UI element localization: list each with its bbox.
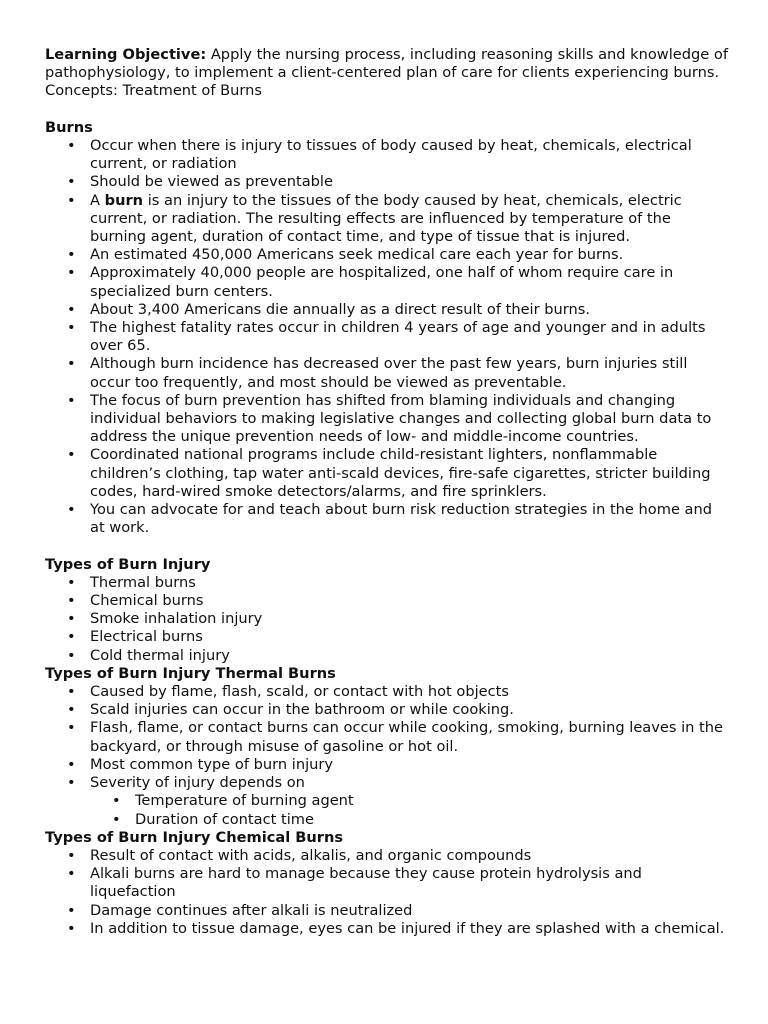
concepts-line: Concepts: Treatment of Burns — [45, 82, 262, 100]
list-item: • Electrical burns — [45, 628, 728, 646]
list-item: • Severity of injury depends on — [45, 774, 728, 792]
list-item: • About 3,400 Americans die annually as a direct result of their burns. — [45, 301, 728, 319]
list-item: • Alkali burns are hard to manage because they cause protein hydrolysis and liquefaction — [45, 865, 728, 901]
types-list — [45, 574, 728, 665]
spacer — [45, 537, 728, 555]
definition-text: is an injury to the tissues of the body caused by heat, chemicals, electric current, or radiation. The resulting effects are influenced by temperature of the burning agent, duration of contact time, and type of tissue that is injured. — [90, 191, 682, 246]
list-item: • You can advocate for and teach about burn risk reduction strategies in the home and at work. — [45, 501, 728, 537]
list-item: • Scald injuries can occur in the bathroom or while cooking. — [45, 701, 728, 719]
list-item: • Thermal burns — [45, 574, 728, 592]
thermal-sublist — [45, 792, 728, 828]
list-item: • Result of contact with acids, alkalis, and organic compounds — [45, 847, 728, 865]
list-item: • Damage continues after alkali is neutralized — [45, 902, 728, 920]
list-item: • Should be viewed as preventable — [45, 173, 728, 191]
chemical-list — [45, 847, 728, 938]
sub-list-item: • Duration of contact time — [45, 811, 728, 829]
burns-list — [45, 137, 728, 537]
burns-heading: Burns — [45, 118, 93, 136]
definition-term: burn — [104, 191, 144, 209]
thermal-list — [45, 683, 728, 792]
learning-objective-text: Apply the nursing process, including reasoning skills and knowledge of pathophysiology, to implement a client-centered plan of care for clients experiencing burns. — [45, 46, 728, 82]
list-item: • Coordinated national programs include child-resistant lighters, nonflammable children’s clothing, tap water anti-scald devices, fire-safe cigarettes, stricter building codes, hard-wired smoke detectors/alarms, and fire sprinklers. — [45, 446, 728, 501]
thermal-heading: Types of Burn Injury Thermal Burns — [45, 664, 336, 682]
list-item: • Most common type of burn injury — [45, 756, 728, 774]
list-item: • Flash, flame, or contact burns can occur while cooking, smoking, burning leaves in the backyard, or through misuse of gasoline or hot oil. — [45, 719, 728, 755]
list-item: • Smoke inhalation injury — [45, 610, 728, 628]
list-item: • The highest fatality rates occur in children 4 years of age and younger and in adults over 65. — [45, 319, 728, 355]
list-item: • In addition to tissue damage, eyes can be injured if they are splashed with a chemical. — [45, 920, 728, 938]
list-item-burn-definition — [45, 192, 728, 247]
list-item: • Chemical burns — [45, 592, 728, 610]
definition-prefix: A — [90, 191, 105, 209]
sub-list-item: • Temperature of burning agent — [45, 792, 728, 810]
learning-objective — [45, 46, 728, 82]
spacer — [45, 101, 728, 119]
list-item: • Occur when there is injury to tissues of body caused by heat, chemicals, electrical current, or radiation — [45, 137, 728, 173]
list-item: • The focus of burn prevention has shifted from blaming individuals and changing individual behaviors to making legislative changes and collecting global burn data to address the unique prevention needs of low- and middle-income countries. — [45, 392, 728, 447]
list-item: • Caused by flame, flash, scald, or contact with hot objects — [45, 683, 728, 701]
list-item: • An estimated 450,000 Americans seek medical care each year for burns. — [45, 246, 728, 264]
learning-objective-label: Learning Objective: — [45, 46, 207, 63]
list-item: • Approximately 40,000 people are hospitalized, one half of whom require care in specialized burn centers. — [45, 264, 728, 300]
list-item: • Cold thermal injury — [45, 647, 728, 665]
types-heading: Types of Burn Injury — [45, 555, 211, 573]
list-item: • Although burn incidence has decreased over the past few years, burn injuries still occur too frequently, and most should be viewed as preventable. — [45, 355, 728, 391]
chemical-heading: Types of Burn Injury Chemical Burns — [45, 828, 344, 846]
